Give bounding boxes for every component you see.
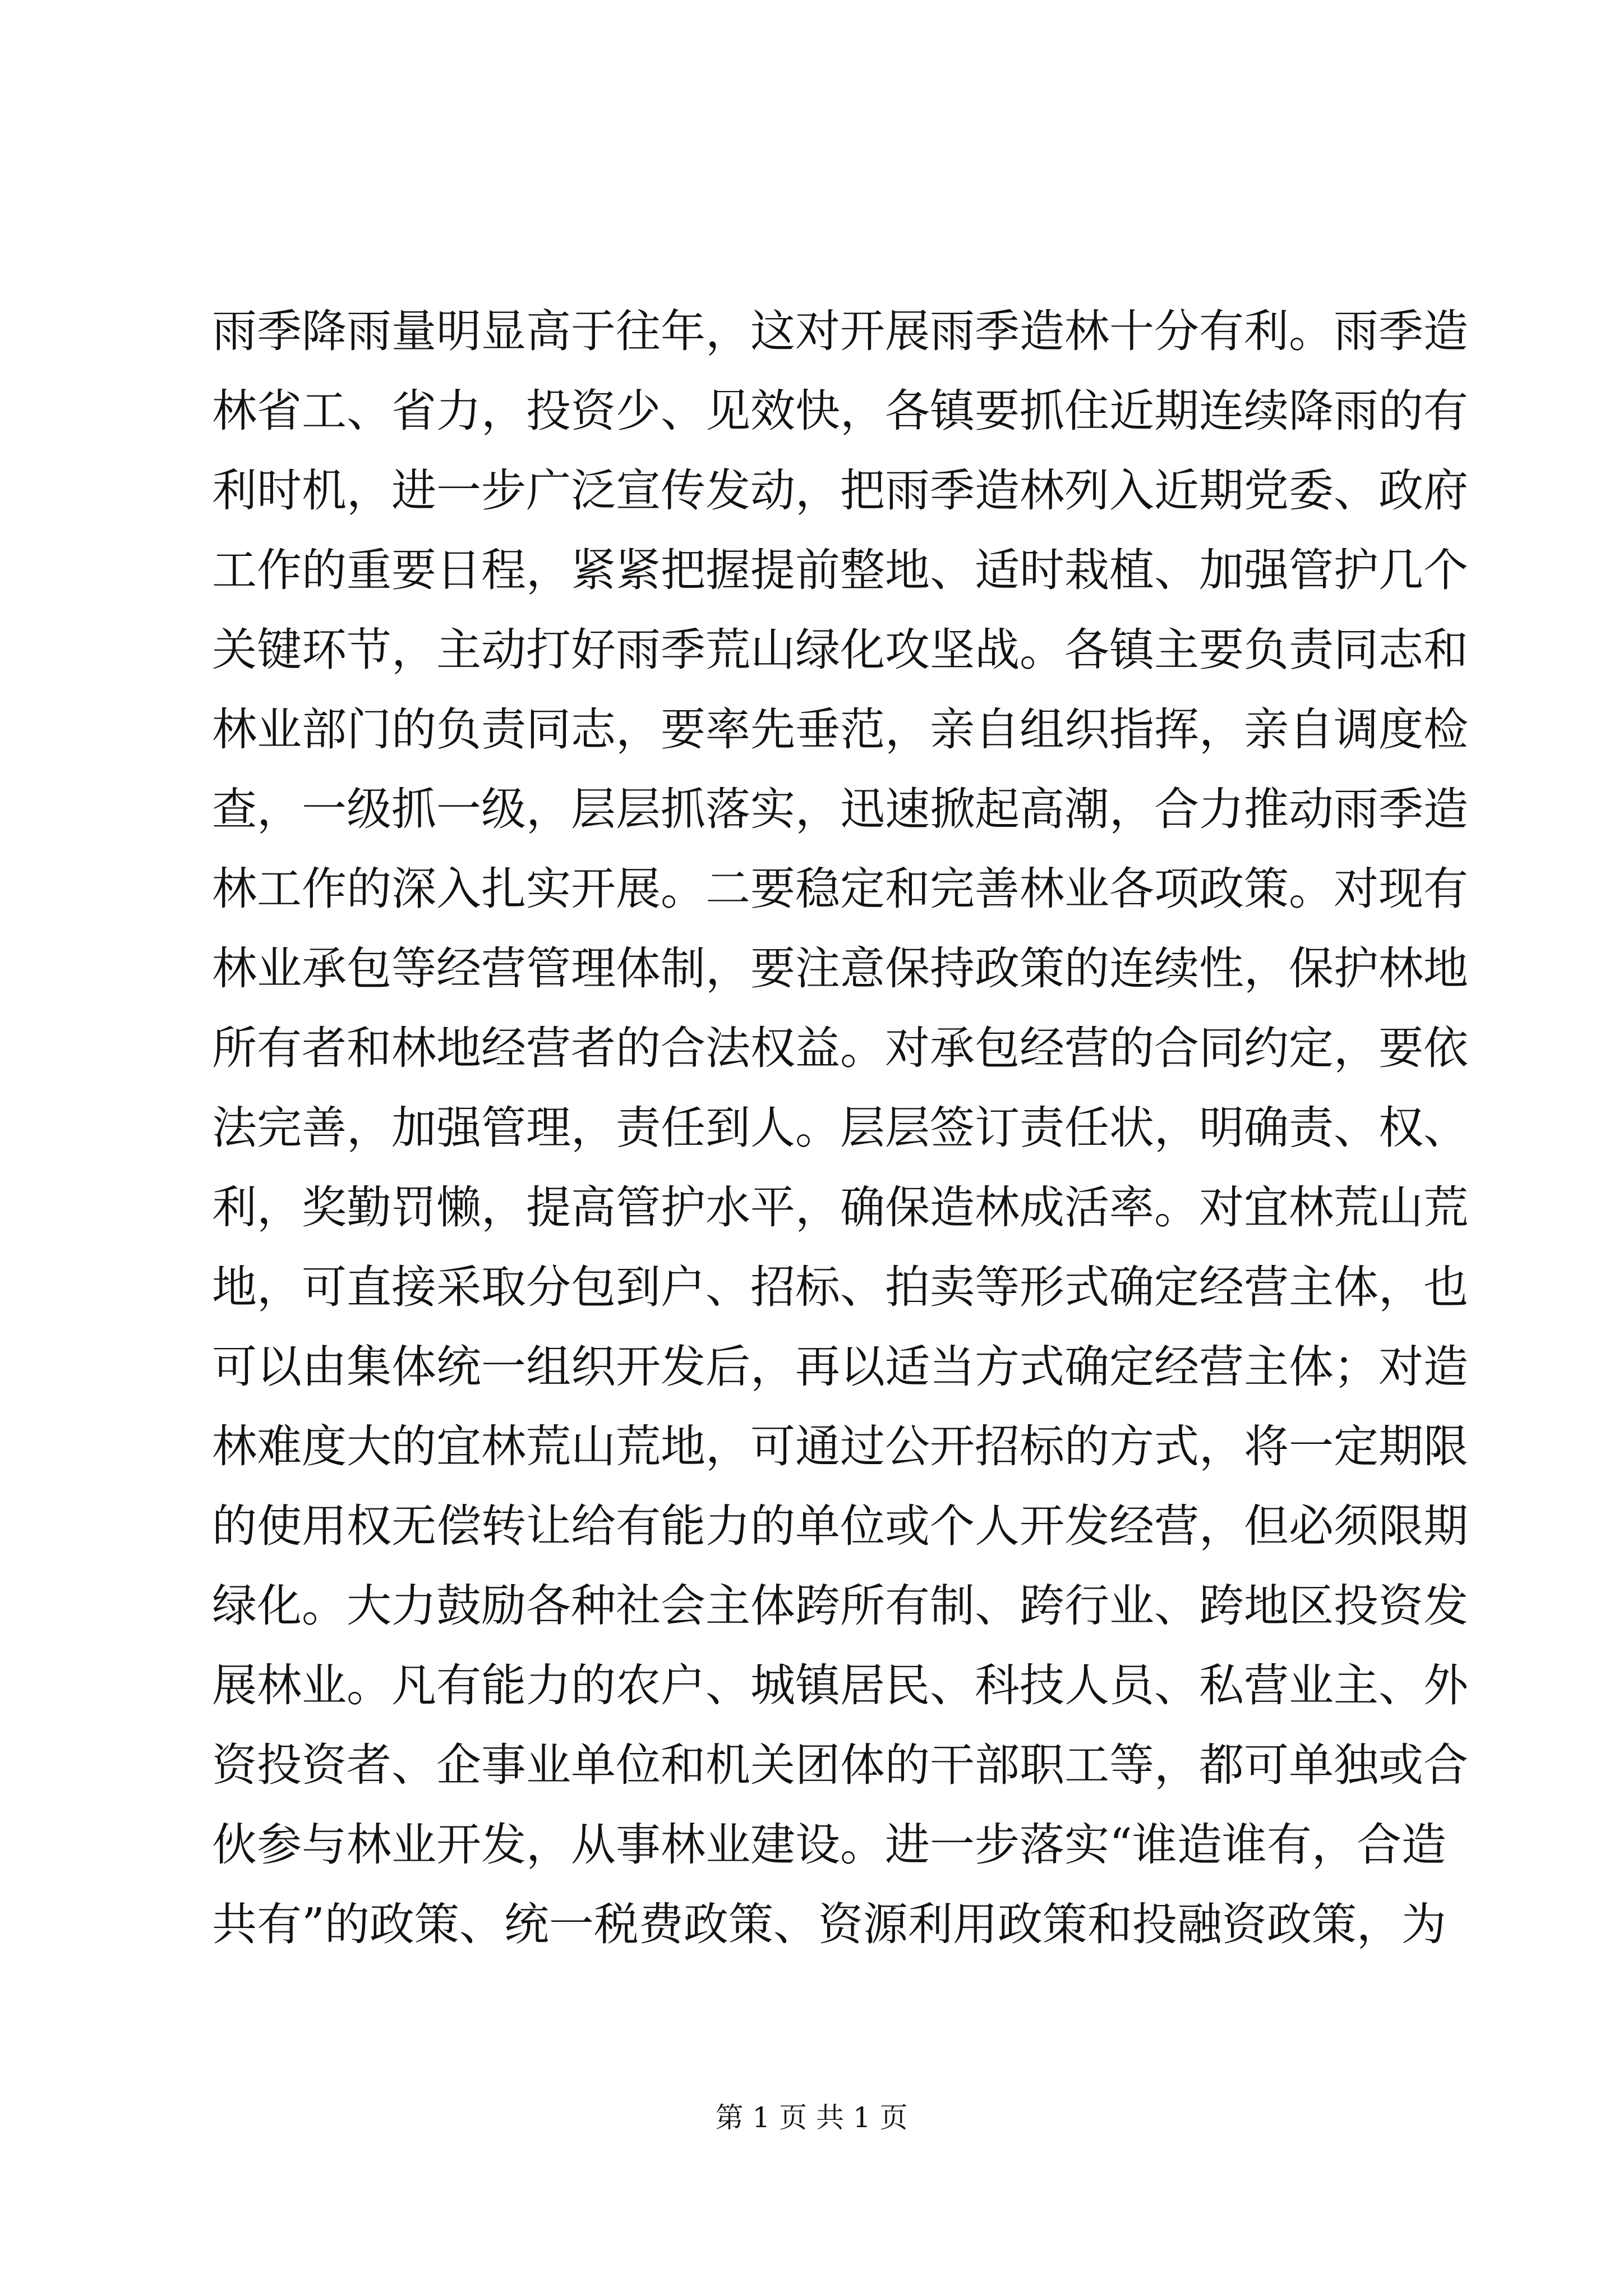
- text-line: 林工作的深入扎实开展。二要稳定和完善林业各项政策。对现有: [212, 863, 1468, 915]
- text-line: 林省工、省力，投资少、见效快，各镇要抓住近期连续降雨的有: [212, 385, 1468, 437]
- text-line: 伙参与林业开发，从事林业建设。进一步落实“谁造谁有，合造: [212, 1819, 1446, 1871]
- text-line: 雨季降雨量明显高于往年，这对开展雨季造林十分有利。雨季造: [212, 305, 1468, 357]
- text-line: 查，一级抓一级，层层抓落实，迅速掀起高潮，合力推动雨季造: [212, 783, 1468, 835]
- text-line: 地，可直接采取分包到户、招标、拍卖等形式确定经营主体，也: [212, 1261, 1468, 1313]
- text-line: 所有者和林地经营者的合法权益。对承包经营的合同约定，要依: [212, 1022, 1468, 1074]
- text-line: 法完善，加强管理，责任到人。层层签订责任状，明确责、权、: [212, 1102, 1468, 1154]
- text-line: 绿化。大力鼓励各种社会主体跨所有制、跨行业、跨地区投资发: [212, 1580, 1468, 1632]
- text-line: 工作的重要日程，紧紧把握提前整地、适时栽植、加强管护几个: [212, 544, 1468, 596]
- text-line: 关键环节，主动打好雨季荒山绿化攻坚战。各镇主要负责同志和: [212, 624, 1468, 676]
- text-line: 资投资者、企事业单位和机关团体的干部职工等，都可单独或合: [212, 1739, 1468, 1791]
- page-footer: [0, 2098, 1623, 2137]
- body-paragraph: [212, 292, 1468, 1964]
- text-line: 展林业。凡有能力的农户、城镇居民、科技人员、私营业主、外: [212, 1659, 1468, 1711]
- text-line: 利，奖勤罚懒，提高管护水平，确保造林成活率。对宜林荒山荒: [212, 1181, 1468, 1234]
- text-line: 林业承包等经营管理体制，要注意保持政策的连续性，保护林地: [212, 942, 1468, 995]
- page-number-label: 第 1 页 共 1 页: [715, 2101, 908, 2134]
- text-line: 共有”的政策、统一税费政策、资源利用政策和投融资政策，为: [212, 1898, 1446, 1950]
- text-line: 利时机，进一步广泛宣传发动，把雨季造林列入近期党委、政府: [212, 464, 1468, 517]
- text-line: 的使用权无偿转让给有能力的单位或个人开发经营，但必须限期: [212, 1500, 1468, 1552]
- text-line: 林业部门的负责同志，要率先垂范，亲自组织指挥，亲自调度检: [212, 703, 1468, 756]
- text-line: 林难度大的宜林荒山荒地，可通过公开招标的方式，将一定期限: [212, 1420, 1468, 1473]
- text-line: 可以由集体统一组织开发后，再以适当方式确定经营主体；对造: [212, 1341, 1468, 1393]
